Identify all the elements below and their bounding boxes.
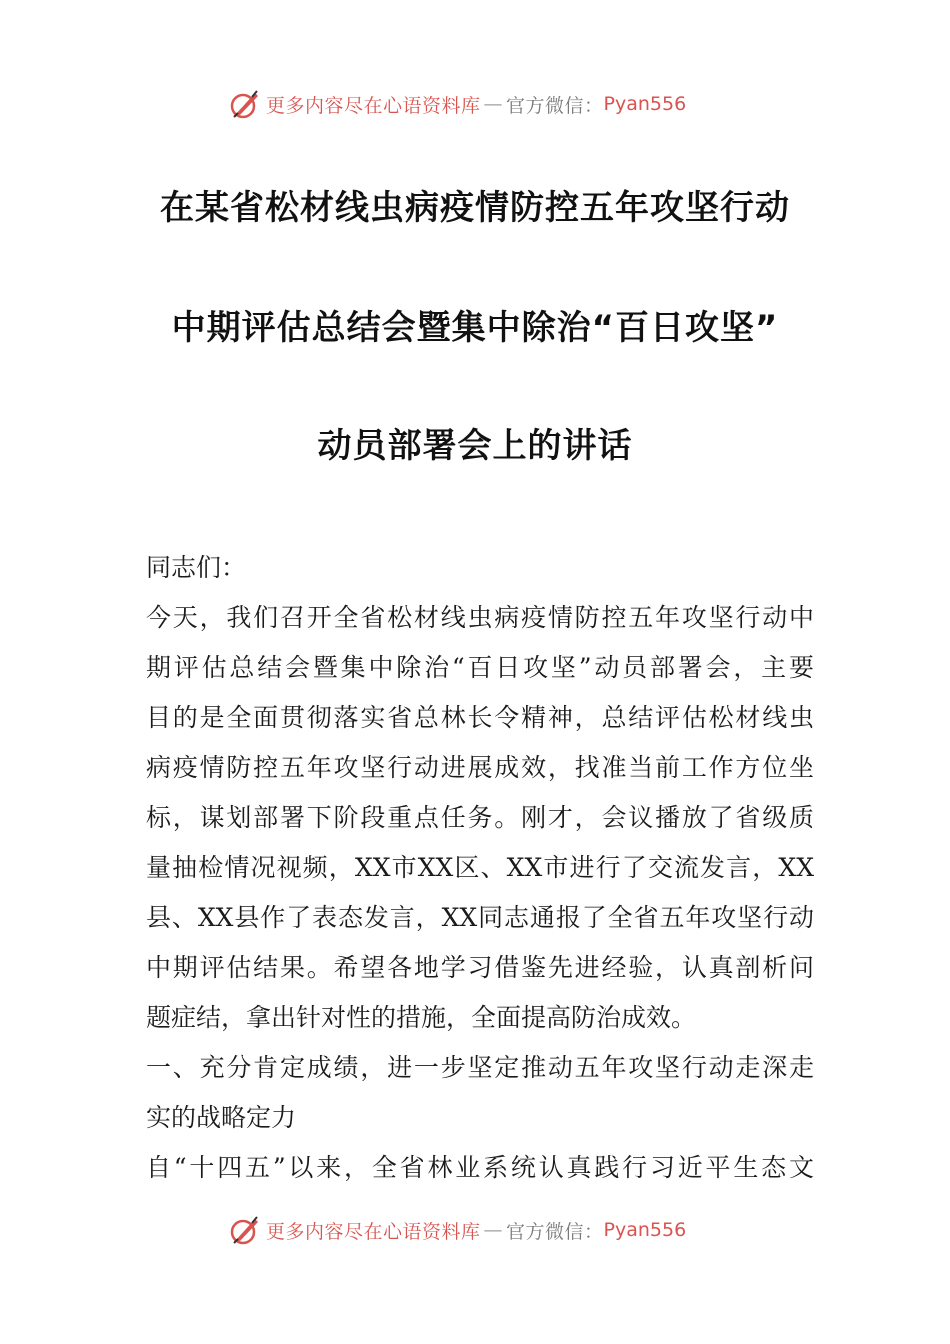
footer-banner xyxy=(0,1210,950,1250)
body-line: 题症结，拿出针对性的措施，全面提高防治成效。 xyxy=(146,1003,697,1032)
body-line: 量抽检情况视频，XX市XX区、XX市进行了交流发言，XX xyxy=(146,853,814,882)
banner-wechat-label: 官方微信： xyxy=(506,94,604,117)
section-heading-1-cont: 实的战略定力 xyxy=(146,1103,297,1132)
header-banner xyxy=(0,84,950,124)
document-body xyxy=(146,548,814,1198)
body-line: 今天，我们召开全省松材线虫病疫情防控五年攻坚行动中 xyxy=(146,603,814,632)
document-title-line-3: 动员部署会上的讲话 xyxy=(317,426,633,466)
body-line: 自“十四五”以来，全省林业系统认真践行习近平生态文 xyxy=(146,1153,814,1182)
body-line: 标，谋划部署下阶段重点任务。刚才，会议播放了省级质 xyxy=(146,803,814,832)
body-line: 期评估总结会暨集中除治“百日攻坚”动员部署会，主要 xyxy=(146,653,814,682)
banner-separator: — xyxy=(483,1219,504,1241)
banner-site-name: 更多内容尽在心语资料库 xyxy=(266,1220,481,1243)
body-line: 县、XX县作了表态发言，XX同志通报了全省五年攻坚行动 xyxy=(146,903,814,932)
banner-wechat-label: 官方微信： xyxy=(506,1220,604,1243)
body-line: 中期评估结果。希望各地学习借鉴先进经验，认真剖析问 xyxy=(146,953,814,982)
feather-pen-logo-icon xyxy=(228,87,262,121)
feather-pen-logo-icon xyxy=(228,1213,262,1247)
document-title-line-1: 在某省松材线虫病疫情防控五年攻坚行动 xyxy=(160,188,790,228)
banner-site-name: 更多内容尽在心语资料库 xyxy=(266,94,481,117)
section-heading-1: 一、充分肯定成绩，进一步坚定推动五年攻坚行动走深走 xyxy=(146,1053,814,1082)
document-title-line-2: 中期评估总结会暨集中除治“百日攻坚” xyxy=(171,308,779,348)
banner-wechat-id: Pyan556 xyxy=(603,1219,687,1241)
banner-wechat-id: Pyan556 xyxy=(603,93,687,115)
body-line: 目的是全面贯彻落实省总林长令精神，总结评估松材线虫 xyxy=(146,703,814,732)
body-line: 病疫情防控五年攻坚行动进展成效，找准当前工作方位坐 xyxy=(146,753,814,782)
salutation: 同志们： xyxy=(146,553,247,582)
banner-separator: — xyxy=(483,93,504,115)
